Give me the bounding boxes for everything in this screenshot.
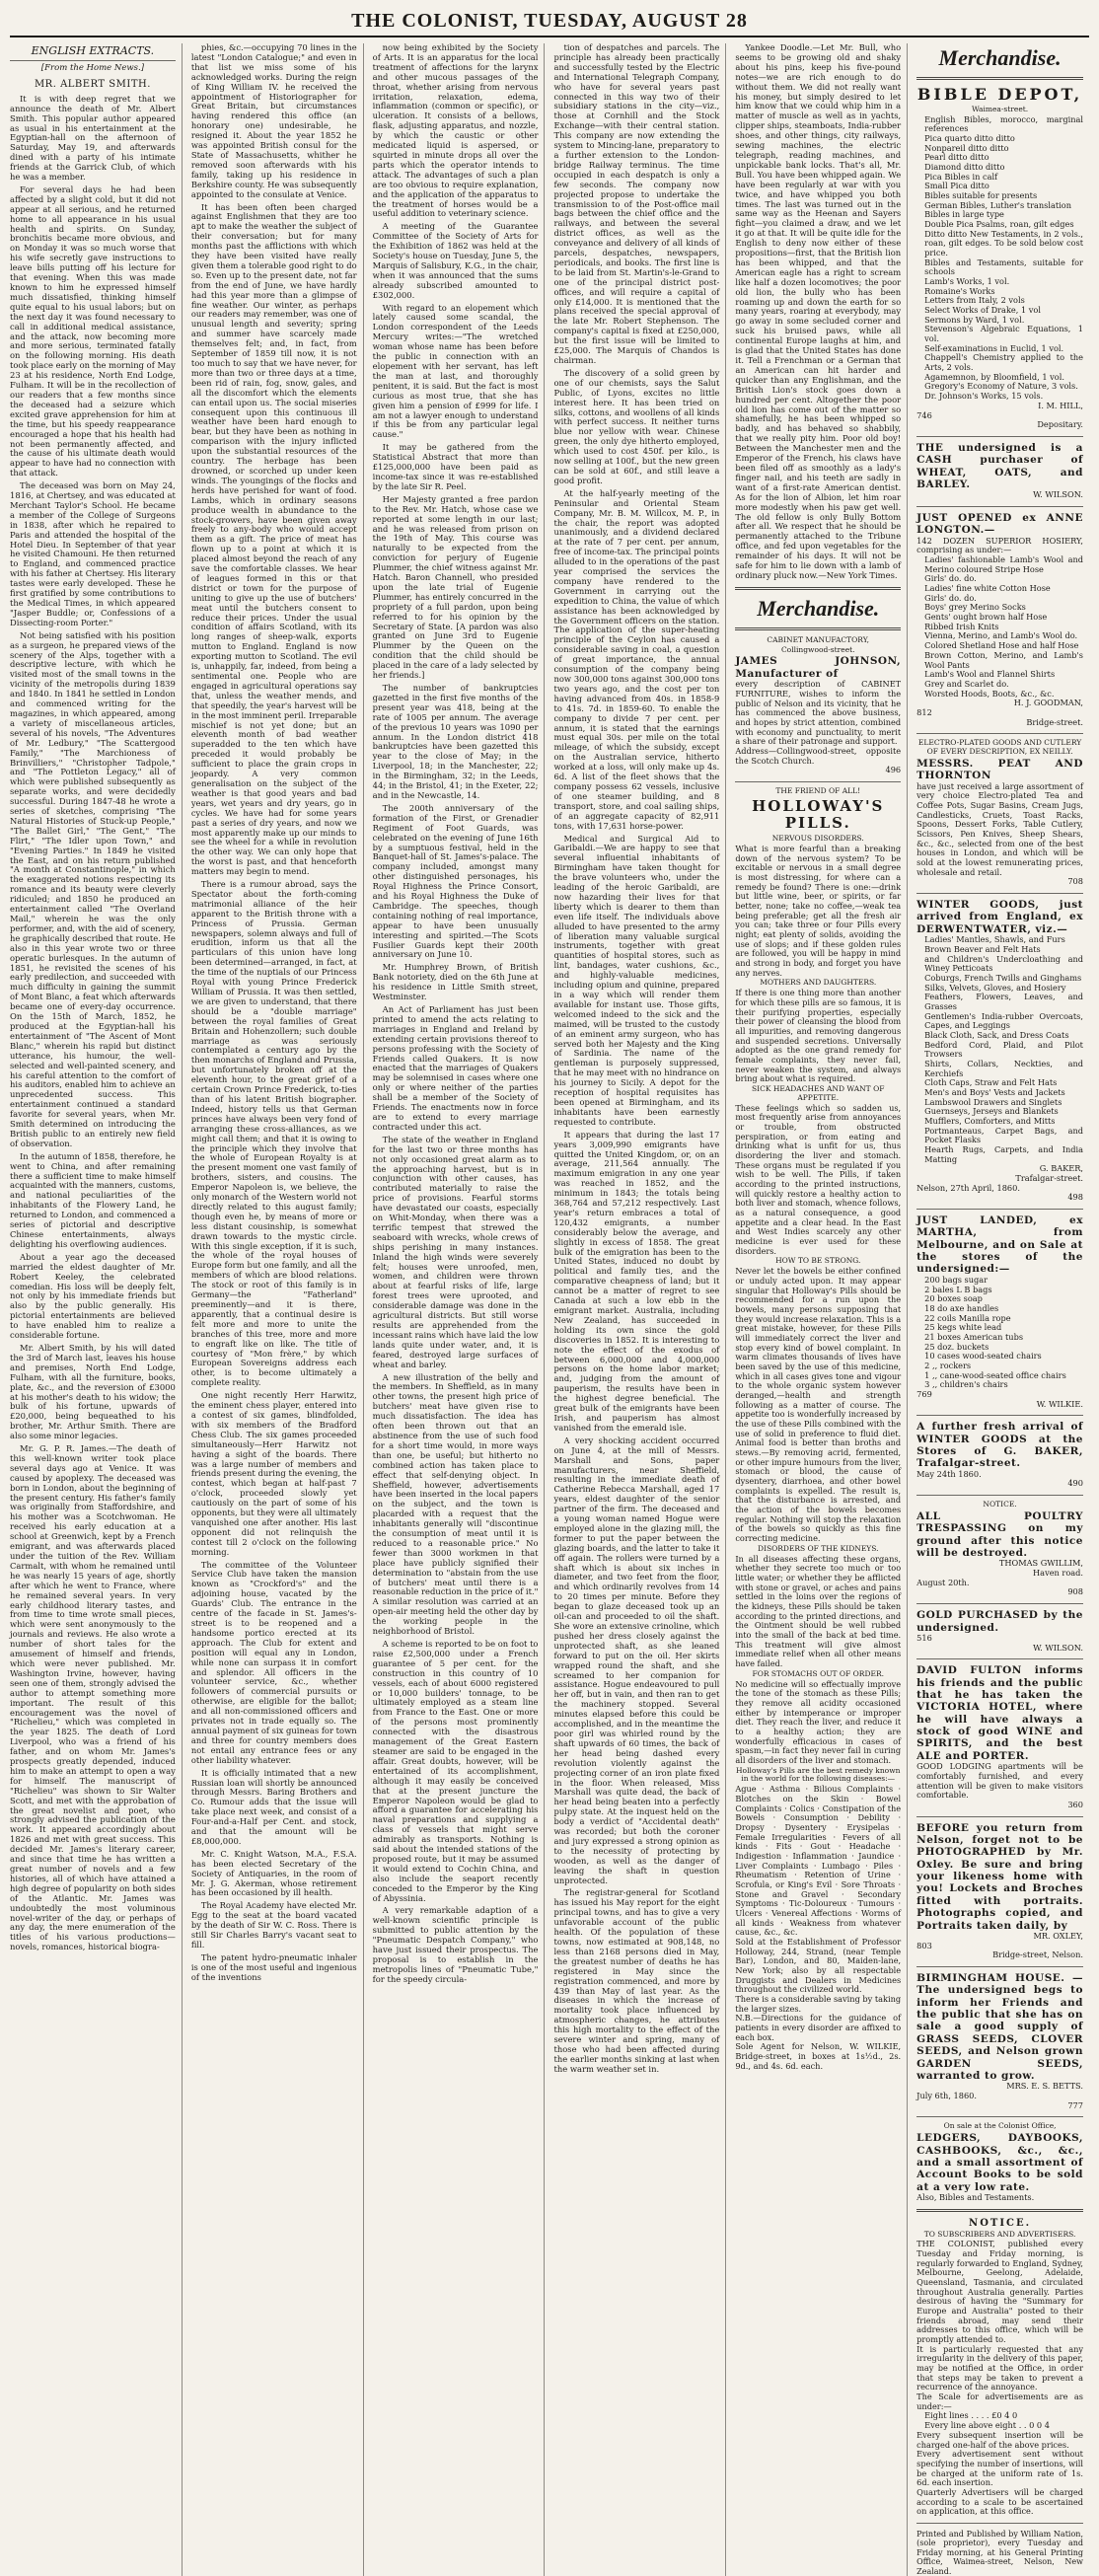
divider: [916, 2116, 1083, 2117]
ad-head: CABINET MANUFACTORY,: [767, 634, 870, 644]
paragraph: It appears that during the last 17 years 3,009,990 emigrants have quitted the United Kingdom, or, on an average, 211,564 annually. The maximum emigration in any one year was reached in 1852, and the minimum in 1843; the totals being 368,764 and 57,212 respectively. Last year's return embraces a total of 120,432 emigrants, a number considerably below the average, and slightly in excess of 1858. The great bulk of the emigration has been to the United States, induced no doubt by political and family ties, and the comparative cheapness of land; but it cannot be a matter of regret to see Canada at such a low ebb in the emigrant market. Australia, including New Zealand, has succeeded in holding its own since the gold discoveries in 1852. It is interesting to note the effect of the exodus of between 6,000,000 and 4,000,000 persons on the home labor market; and, judging from the amount of pauperism, the results have been in the highest degree beneficial. The great bulk of the emigrants have been Irish, and pauperism has almost vanished from the emerald isle.: [553, 1129, 720, 1433]
list-item: Bibles suitable for presents: [924, 190, 1038, 201]
paragraph: A new illustration of the belly and the members. In Sheffield, as in many other towns, the present high price of butchers' meat have given rise to much dissatisfaction. The idea has often been thrown out that an abstinence from the use of such food for a short time would, in more ways than one, be useful; but hitherto no combined action has taken place to effect that self-denying object. In Sheffield, however, advertisements have been inserted in the local papers on the subject, and the town is placarded with a request that the inhabitants generally will "discontinue the consumption of meat until it is reduced to a reasonable price." No fewer than 3000 workmen in that place have publicly signified their determination to "abstain from the use of butchers' meat until there is a reasonable reduction in the price of it." A similar resolution was carried at an open-air meeting held the other day by the working people in the neighborhood of Bristol.: [372, 1371, 539, 1637]
cash-ad: [916, 442, 1083, 500]
ad-text: Quarterly Advertisers will be charged according to a scale to be ascertained on application, at this office.: [916, 2486, 1083, 2517]
winter-goods-ad: [916, 899, 1083, 1203]
ad-text: In all diseases affecting these organs, whether they secrete too much or too little water; or whether they be afflicted with stone or gravel, or aches and pains settled in the loins over the regions of the kidneys, these Pills should be taken according to the printed directions, and the Ointment should be well rubbed into the small of the back at bed time. This treatment will give almost immediate relief when all other means have failed.: [735, 1553, 902, 1668]
paragraph: A scheme is reported to be on foot to raise £2,500,000 under a French guarantee of 5 per cent. for the construction in this country of 10 vessels, each of about 6000 registered or 10,000 builders' tonnage, to be ultimately employed as a steam line from France to the East. One or more of the persons most prominently connected with the disastrous management of the Great Eastern steamer are said to be engaged in the affair. Great doubts, however, will be entertained of its accomplishment, although it may easily be conceived that at the present juncture the Emperor Napoleon would be glad to afford a guarantee for accelerating his naval preparations and supplying a class of vessels that might serve admirably as transports. Nothing is said about the intended stations of the proposed route, but it may be assumed it would extend to Cochin China, and also include the seaport recently conceded to the Emperor by the King of Abyssinia.: [372, 1639, 539, 1903]
divider: [916, 1603, 1083, 1604]
ad-subhead: Holloway's Pills are the best remedy known in the world for the following diseases:—: [736, 1765, 901, 1784]
list-item: Ladies' fine white Cotton Hose: [924, 583, 1051, 594]
ad-street: Waimea-street.: [971, 104, 1029, 113]
advertisements-heading: Merchandise.: [757, 595, 880, 621]
paragraph: Not being satisfied with his position as a surgeon, he prepared views of the scenery of the Alps, together with a descriptive lecture, with which he visited most of the small towns in the vicinity of the metropolis during 1839 and 1840. In 1841 he settled in London and commenced writing for the magazines, in which appeared, among a variety of miscellaneous articles, several of his novels, "The Adventures of Mr. Ledbury," "The Scattergood Family," "The Marchioness of Brinvilliers," "Christopher Tadpole," and "The Pottleton Legacy," all of which were published subsequently as separate works, and were decidedly successful. During 1847-48 he wrote a series of sketches, comprising "The Natural Histories of Stuck-up People," "The Ballet Girl," "The Gent," "The Flirt," "The Idler upon Town," and "Evening Parties." In 1849 he visited the East, and on his return published "A month at Constantinople," in which the exaggerated notions respecting its romance and its beauty were cleverly ridiculed; and 1850 he produced an entertainment called "The Overland Mail," wherein he was the only performer, and, with the aid of scenery, he graphically described that route. He also in this year wrote two or three operatic burlesques. In the autumn of 1851, he revisited the scenes of his early predilection, and succeeded with much difficulty in gaining the summit of Mont Blanc, a feat which afterwards became one of every-day occurrence. On the 15th of March, 1852, he produced at the Egyptian-hall his entertainment of "The Ascent of Mont Blanc," wherein his rapid but distinct utterance, his humour, the well-selected and well-painted scenery, and his careful attention to the comfort of his auditors, enabled him to achieve an unprecedented success. This entertainment continued a standard favorite for several years, when Mr. Smith determined on introducing the British public to an entirely new field of observation.: [10, 629, 176, 1148]
list-item: Pearl ditto ditto: [924, 152, 989, 163]
paragraph: Mr. C. Knight Watson, M.A., F.S.A. has been elected Secretary of the Society of Antiquaries, in the room of Mr. J. G. Akerman, whose retirement has been occasioned by ill health.: [190, 1848, 357, 1898]
list-item: German Bibles, Luther's translation: [924, 199, 1071, 210]
ad-text: Sold at the Establishment of Professor Holloway, 244, Strand, (near Temple Bar), London, and 80, Maiden-lane, New York; also by all respectable Druggists and Dealers in Medicines throughout the civilized world.: [735, 1936, 902, 1995]
list-item: Agamemnon, by Bloomfield, 1 vol.: [924, 371, 1064, 382]
divider: [916, 1966, 1083, 1967]
ad-subhead: HOW TO BE STRONG.: [775, 1256, 861, 1266]
ad-number: 708: [1067, 876, 1083, 887]
list-item: Worsted Hoods, Boots, &c., &c.: [924, 688, 1055, 699]
list-item: 18 do axe handles: [924, 1302, 999, 1313]
column-2: [191, 43, 364, 2576]
ad-number: 777: [1067, 2099, 1083, 2110]
divider: [916, 1209, 1083, 1210]
divider: [916, 1415, 1083, 1416]
list-item: Gents' ought brown half Hose: [924, 612, 1048, 623]
ad-subhead: FOR STOMACHS OUT OF ORDER.: [752, 1668, 884, 1678]
list-item: Ditto ditto New Testaments, in 2 vols., roan, gilt edges. To be sold below cost price.: [924, 228, 1083, 258]
column-4: [553, 43, 726, 2576]
list-item: Mufflers, Comforters, and Mitts: [924, 1115, 1056, 1126]
column-3: [373, 43, 546, 2576]
ad-number: 812: [916, 706, 932, 717]
paragraph: A meeting of the Guarantee Committee of the Society of Arts for the Exhibition of 1862 was held at the Society's house on Tuesday, June 5, the Marquis of Salisbury, K.G., in the chair, when it was announced that the sums already subscribed amounted to £302,000.: [372, 221, 539, 300]
paragraph: Her Majesty granted a free pardon to the Rev. Mr. Hatch, whose case we reported at some length in our last; and he was released from prison on the 19th of May. This course was naturally to be expected from the conviction for perjury of Eugenie Plummer, the chief witness against Mr. Hatch. Baron Channell, who presided upon the late trial of Eugenie Plummer, has entirely concurred in the propriety of a full pardon, upon being referred to for his opinion by the Secretary of State. [A pardon was also granted on June 3rd to Eugenie Plummer by the Queen on the condition that the child should be placed in the care of a lady selected by her friends.]: [372, 493, 539, 681]
list-item: 3 ,, children's chairs: [924, 1379, 1008, 1390]
column-5: [735, 43, 908, 2576]
photographer-ad: [916, 1822, 1083, 1960]
list-item: Gregory's Economy of Nature, 3 vols.: [924, 381, 1078, 392]
list-item: Bedford Cord, Plaid, and Pilot Trowsers: [924, 1039, 1083, 1060]
cabinet-ad: [735, 636, 901, 775]
ad-diseases: Ague · Asthma · Bilious Complaints · Blotches on the Skin · Bowel Complaints · Colics · Constipation of the Bowels · Consumption · Debility · Dropsy · Dysentery · Erysipelas · Female Irregularities · Fevers of all kinds · Fits · Gout · Headache · Indigestion · Inflammation · Jaundice · Liver Complaints · Lumbago · Piles · Rheumatism · Retention of Urine · Scrofula, or King's Evil · Sore Throats · Stone and Gravel · Secondary Symptoms · Tic-Doloureux · Tumours · Ulcers · Venereal Affections · Worms of all kinds · Weakness from whatever cause, &c., &c.: [735, 1784, 902, 1938]
ad-signature: MR. OXLEY,: [1033, 1930, 1083, 1941]
ad-street: Trafalgar-street.: [1015, 1172, 1083, 1183]
ad-signature: W. WILKIE.: [1036, 1398, 1083, 1409]
ad-date: July 6th, 1860.: [916, 2091, 977, 2101]
list-item: Guernseys, Jerseys and Blankets: [924, 1106, 1059, 1117]
paragraph: In the autumn of 1858, therefore, he went to China, and after remaining there a sufficient time to make himself acquainted with the manners, customs, and national peculiarities of the inhabitants of the Flowery Land, he returned to London, and commenced a series of pictorial and descriptive Chinese entertainments, always delighting his overflowing audiences.: [10, 1150, 176, 1249]
list-item: Double Pica Psalms, roan, gilt edges: [924, 219, 1074, 230]
article-title: MR. ALBERT SMITH.: [34, 78, 151, 90]
ad-number: 498: [1067, 1192, 1083, 1203]
list-item: Gentlemen's India-rubber Overcoats, Capes, and Leggings: [924, 1010, 1083, 1031]
ad-head: NOTICE.: [983, 1500, 1017, 1509]
column-1: [10, 43, 183, 2576]
list-item: 10 cases wood-seated chairs: [924, 1351, 1042, 1362]
ad-text: Never let the bowels be either confined or unduly acted upon. It may appear singular that Holloway's Pills should be recommended for a run upon the bowels, many persons supposing that they would increase relaxation. This is a great mistake, however, for these Pills will immediately correct the liver and stop every kind of bowel complaint. In warm climates thousands of lives have been saved by the use of this medicine, which in all cases gives tone and vigour to the whole organic system however deranged,—health and strength following as a matter of course. The appetite too is wonderfully increased by the use of these Pills combined with the use of solid in preference to fluid diet. Animal food is better than broths and stews.—By removing acrid, fermented, or other impure humours from the liver, stomach or blood, the cause of dysentery, diarrhoea, and other bowel complaints is expelled. The result is, that the disturbance is arrested, and the action of the bowels becomes regular. Nothing will stop the relaxation of the bowels so quickly as this fine correcting medicine.: [735, 1266, 902, 1544]
ad-signature: THOMAS GWILLIM,: [998, 1558, 1083, 1569]
further-arrival-ad: [916, 1421, 1083, 1489]
list-item: 25 kegs white lead: [924, 1322, 1002, 1333]
list-item: Self-examinations in Euclid, 1 vol.: [924, 342, 1064, 353]
columns: [10, 37, 1089, 2576]
paragraph: About a year ago the deceased married the eldest daughter of Mr. Robert Keeley, the celebrated comedian. His loss will be deeply felt, not only by his immediate friends but also by the public generally. His pictorial entertainments are believed to have enabled him to realize a considerable fortune.: [10, 1251, 176, 1341]
paragraph: phies, &c.—occupying 70 lines in the latest "London Catalogue;" and even in that list we miss some of his acknowledged works. During the reign of King William IV. he received the appointment of Historiographer for Great Britain, but circumstances having rendered this office (an honorary one) undesirable, he resigned it. About the year 1852 he was appointed British consul for the State of Massachusetts, whither he removed soon afterwards with his family, taking up his residence in Berkshire county. He was subsequently appointed to the consulate at Venice.: [190, 42, 357, 199]
ad-street: Bridge-street, Nelson.: [992, 1950, 1083, 1960]
divider: [735, 627, 901, 630]
divider: [916, 1658, 1083, 1659]
ad-body: 142 DOZEN SUPERIOR HOSIERY, comprising as under:—: [916, 535, 1083, 555]
paragraph: The deceased was born on May 24, 1816, at Chertsey, and was educated at Merchant Taylor's School. He became a member of the College of Surgeons in 1838, after which he repaired to Paris and attended the hospital of the Hotel Dieu. In September of that year he visited Chamouni. He then returned to England, and commenced practice with his father at Chertsey. His literary tastes were early developed. These he first gratified by some contributions to the Medical Times, in which appeared "Jasper Buddle; or, Confessions of a Dissecting-room Porter.": [10, 480, 176, 627]
ad-post: Also, Bibles and Testaments.: [916, 2192, 1035, 2203]
ad-text: DAVID FULTON informs his friends and the public that he has taken the VICTORIA HOTEL, where he will have always a stock of good WINE and SPIRITS, and the best ALE and PORTER.: [916, 1664, 1083, 1762]
ad-number: 360: [1067, 1799, 1083, 1809]
ad-signature-title: Depositary.: [1037, 419, 1083, 430]
list-item: 200 bags sugar: [924, 1274, 989, 1285]
fulton-ad: [916, 1664, 1083, 1809]
ad-title: HOLLOWAY'S PILLS.: [752, 796, 885, 833]
ad-subhead: DISORDERS OF THE KIDNEYS.: [757, 1543, 879, 1553]
list-item: Girls' do. do.: [924, 573, 977, 584]
ad-number: 746: [916, 409, 932, 420]
ad-date: August 20th.: [916, 1577, 970, 1587]
holloway-ad: [735, 787, 901, 2071]
ad-text: THE COLONIST, published every Tuesday and Friday morning, is regularly forwarded to England, Sydney, Melbourne, Geelong, Adelaide, Queensland, Tasmania, and circulated throughout Australia generally. Parties desirous of having the "Summary for Europe and Australia" posted to their friends abroad, may send their addresses to this office, which will be promptly attended to.: [916, 2239, 1083, 2345]
list-item: Diamond ditto ditto: [924, 162, 1005, 173]
bible-depot-ad: [916, 86, 1083, 430]
paragraph: The Royal Academy have elected Mr. Egg to the seat at the board vacated by the death of Sir W. C. Ross. There is still Sir Charles Barry's vacant seat to fill.: [190, 1900, 357, 1950]
ad-text: These feelings which so sadden us, most frequently arise from annoyances or trouble, from obstructed perspiration, or from eating and drinking what is unfit for us, thus disordering the liver and stomach. These organs must be regulated if you wish to be well. The Pills, if taken according to the printed instructions, will quickly restore a healthy action to both liver and stomach, whence follows, as a natural consequence, a good appetite and a clear head. In the East and West Indies scarcely any other medicine is ever used for these disorders.: [735, 1102, 902, 1256]
paragraph: A very remarkable adaption of a well-known scientific principle is submitted to public attention by the "Pneumatic Despatch Company," who have just issued their prospectus. The proposal is to establish in the metropolis lines of "Pneumatic Tube," for the speedy circula-: [372, 1905, 539, 1984]
ad-head: WINTER GOODS, just arrived from England, ex DERWENTWATER, viz.—: [916, 899, 1083, 935]
ad-text: BIRMINGHAM HOUSE. — The undersigned begs to inform her Friends and the public that she has on sale a good supply of GRASS SEEDS, CLOVER SEEDS, and Nelson grown GARDEN SEEDS, warranted to grow.: [916, 1971, 1083, 2082]
ad-name: JAMES JOHNSON, Manufacturer of: [735, 655, 902, 680]
list-item: Hearth Rugs, Carpets, and India Matting: [924, 1143, 1083, 1164]
ad-date: Nelson, 27th April, 1860.: [916, 1182, 1020, 1193]
gold-ad: [916, 1609, 1083, 1653]
paragraph: It has been often been charged against Englishmen that they are too apt to make the weather the subject of their conversation; but for many months past the afflictions with which they have been visited have really given them a tolerable good right to do so. Even up to the present date, not far from the end of June, we have hardly had this year more than a glimpse of fine weather. Our winter, as perhaps our readers may remember, was one of unusual length and severity; spring and summer have scarcely made themselves felt; and, in fact, from September of 1859 till now, it is not too much to say that we have never, for more than two or three days at a time, been rid of rain, fog, snow, gales, and all the discomfort which the elements can entail upon us. The social miseries consequent upon this continuous ill weather have been hard enough to bear, but they have been as nothing in comparison with the injury inflicted upon the substantial resources of the country. The herbage has been drowned, or scorched up under keen winds. The youngings of the flocks and herds have perished for want of food. Lambs, which in ordinary seasons produce wealth in abundance to the stock-growers, have been given away freely to any-body who would accept them as a gift. The price of meat has flown up to a point at which it is placed almost beyond the reach of any save the comfortable classes. We hear of leagues formed in this or that district or town for the purpose of uniting to give up the use of butchers' meat until the butchers consent to reduce their prices. Under the usual condition of affairs Scotland, with its long ranges of sheep-walk, exports mutton to England. England is now exporting mutton to Scotland. The evil is, unhappily, far, indeed, from being a sentimental one. People who are engaged in agricultural operations say that, unless the weather mends, and that speedily, the year's harvest will be in the most imminent peril. Irreparable mischief is not yet done; but an eleventh month of bad weather superadded to the ten which have preceded it would probably be sufficient to place the grain crops in jeopardy. A very common generalisation on the subject of the weather is that good years and bad years, wet years and dry years, go in cycles. We have had for some years past a series of dry years, and now we most apparently make up our minds to see the wheel for a while in revolution the other way. We can only hope that the worst is past, and that henceforth matters may begin to mend.: [190, 201, 357, 877]
list-item: and Children's Undercloathing and Winey Petticoats: [924, 953, 1083, 974]
section-subheading: [From the Home News.]: [40, 62, 145, 73]
paragraph: A very shocking accident occurred on June 4, at the mill of Messrs. Marshall and Sons, paper manufacturers, near Sheffield, resulting in the immediate death of Catherine Rebecca Marshall, aged 17 years, eldest daughter of the senior partner of the firm. The deceased and a young woman named Hogue were employed alone in the glazing mill, the former to put the paper between the glazing boards, and the latter to take it off again. The rollers were turned by a shaft which is about six inches in diameter, and two feet from the floor, and which ordinarily revolves from 14 to 20 times per minute. Before they began to glaze deceased took up an oil-can and proceeded to oil the shaft. She wore an extensive crinoline, which pushed her dress closely against the unprotected shaft, as she leaned forward to put on the oil. Her skirts wrapped round the shaft, and she screamed to her companion for assistance. Hogue endeavoured to pull her off, but in vain, and then ran to get the machinery stopped. Several minutes elapsed before this could be accomplished, and in the meantime the poor girl was whirled round by the shaft upwards of 60 times, the back of her head being dashed every revolution violently against the projecting corner of an iron plate fixed in the floor. When released, Miss Marshall was quite dead, the back of her head being beaten into a perfectly pulpy state. At the inquest held on the body a verdict of "Accidental death" was recorded; but both the coroner and jury expressed a strong opinion as to the necessity of protecting by wooden, as well as the danger of leaving the shaft in question unprotected.: [553, 1435, 720, 1885]
rate-line: Every line above eight . . 0 0 4: [924, 2420, 1050, 2431]
martha-ad: [916, 1214, 1083, 1409]
list-item: Portmanteaus, Carpet Bags, and Pocket Flasks: [924, 1125, 1083, 1145]
paragraph: With regard to an elopement which lately caused some scandal, the London correspondent of the Leeds Mercury writes:—"The wretched woman whose name has been before the public in connection with an elopement with her servant, has left the man at last, and thoroughly penitent, it is said. But the fact is most curious as most true, that she has given him a pension of £999 for life. I am not a lawyer enough to understand if this be from any particular legal cause.": [372, 302, 539, 440]
paragraph: The number of bankruptcies gazetted in the first five months of the present year was 418, being at the rate of 1005 per annum. The average of the previous 10 years was 1090 per annum. In the London district 418 bankruptcies have been gazetted this year to the close of May; in the Liverpool, 18; in the Manchester, 22; in the Birmingham, 32; in the Leeds, 44; in the Bristol, 41; in the Exeter, 22; and in the Newcastle, 14.: [372, 683, 539, 800]
list-item: Brown Cotton, Merino, and Lamb's Wool Pants: [924, 649, 1083, 670]
paragraph: It may be gathered from the Statistical Abstract that more than £125,000,000 have been paid as income-tax since it was re-established by the late Sir R. Peel.: [372, 442, 539, 491]
list-item: Pica quarto ditto ditto: [924, 133, 1015, 144]
paragraph: It is with deep regret that we announce the death of Mr. Albert Smith. This popular author appeared as usual in his entertainment at the Egyptian-hall on the afternoon of Saturday, May 19, and afterwards dined with a party of his intimate friends at the Garrick Club, of which he was a member.: [10, 93, 176, 183]
ad-text: N.B.—Directions for the guidance of patients in every disorder are affixed to each box.: [735, 2013, 902, 2042]
list-item: Pica Bibles in calf: [924, 171, 998, 182]
list-item: Brown Beaver and Felt Hats: [924, 943, 1041, 954]
ad-signature: W. WILSON.: [1033, 1642, 1083, 1653]
list-item: Vienna, Merino, and Lamb's Wool do.: [924, 630, 1078, 641]
ad-signature: W. WILSON.: [1033, 489, 1083, 500]
list-item: Ladies' fashionable Lamb's Wool and Merino coloured Stripe Hose: [924, 554, 1083, 574]
list-item: 22 coils Manilla rope: [924, 1312, 1011, 1323]
divider: [916, 2209, 1083, 2212]
ad-tagline: THE FRIEND OF ALL!: [775, 785, 861, 795]
list-item: Sermons by Ward, 1 vol.: [924, 314, 1025, 325]
list-item: Black Cloth, Sack, and Dress Coats: [924, 1029, 1069, 1040]
list-item: Small Pica ditto: [924, 181, 989, 191]
list-item: Men's and Boys' Vests and Jackets: [924, 1086, 1065, 1097]
divider: [916, 1495, 1083, 1496]
list-item: English Bibles, morocco, marginal references: [924, 113, 1083, 134]
divider: [735, 781, 901, 782]
paragraph: The discovery of a solid green by one of our chemists, says the Salut Public, of Lyons, excites no little interest here. It has been tried on silks, cottons, and woollens of all kinds with perfect success. It neither turns blue nor yellow with wear. Chinese green, the only dye hitherto employed, which used to cost 450f. per kilo., is now selling at 100f., but the new green can be sold at 60f., and still leave a good profit.: [553, 367, 720, 485]
imprint: Printed and Published by William Nation, (sole proprietor), every Tuesday and Friday morning, at his General Printing Office, Waimea-street, Nelson, New Zealand.: [916, 2529, 1083, 2576]
ad-number: 496: [885, 765, 902, 775]
subscribers-notice: [916, 2218, 1083, 2517]
ad-text: GOLD PURCHASED by the undersigned.: [916, 1609, 1083, 1634]
ad-title: BIBLE DEPOT,: [916, 84, 1083, 104]
masthead-title: THE COLONIST, TUESDAY, AUGUST 28: [351, 10, 748, 32]
divider: [916, 506, 1083, 507]
hosiery-ad: [916, 512, 1083, 727]
advertisements-heading: Merchandise.: [938, 45, 1062, 70]
ad-text: A further fresh arrival of WINTER GOODS at the Stores of G. BAKER, Trafalgar-street.: [916, 1421, 1083, 1470]
list-item: Romaine's Works: [924, 285, 995, 296]
list-item: Lamb's Wool and Flannel Shirts: [924, 669, 1056, 680]
ad-name: MESSRS. PEAT AND THORNTON: [916, 757, 1083, 782]
ad-text: If there is one thing more than another for which these pills are so famous, it is their purifying properties, especially their power of cleansing the blood from all impurities, and removing dangerous and suspended secretions. Universally adopted as the one grand remedy for female complaints, they never fail, never weaken the system, and always bring about what is required.: [735, 988, 902, 1084]
ad-signature: H. J. GOODMAN,: [1013, 698, 1083, 708]
poultry-notice: [916, 1501, 1083, 1597]
list-item: Colored Shetland Hose and half Hose: [924, 640, 1079, 651]
column-6: [916, 43, 1089, 2576]
ad-street: Bridge-street.: [1026, 716, 1083, 727]
ad-text: ALL POULTRY TRESPASSING on my ground after this notice will be destroyed.: [916, 1509, 1083, 1560]
list-item: Lambswool Drawers and Singlets: [924, 1096, 1062, 1107]
list-item: 2 bales L B bags: [924, 1284, 992, 1294]
list-item: Dr. Johnson's Works, 15 vols.: [924, 391, 1044, 402]
ad-text: Every advertisement sent without specifying the number of insertions, will be charged at the uniform rate of 1s. 6d. each insertion.: [916, 2449, 1083, 2488]
paragraph: Mr. G. P. R. James.—The death of this well-known writer took place several days ago at Venice. It was caused by apoplexy. The deceased was born in London, about the beginning of the present century. His father's family was originally from Staffordshire, and his mother was a Scotchwoman. He received his early education at a school at Greenwich, kept by a French emigrant, and was afterwards placed under the tuition of the Rev. William Carmalt, with whom he remained until he was nearly 15 years of age, shortly after which he went to France, where he remained several years. In very early childhood literary tastes, and from time to time wrote small pieces, which were sent anonymously to the journals and reviews. He also wrote a number of short tales for the amusement of himself and friends, which were never published. Mr. Washington Irvine, however, having seen one of them, strongly advised the author to attempt something more important. The result of this encouragement was the novel of "Richelieu," which was completed in the year 1825. The death of Lord Liverpool, who was a friend of his father, and on whom Mr. James's prospects greatly depended, induced him to make an attempt to open a way for himself. The manuscript of "Richelieu" was shown to Sir Walter Scott, and met with the approbation of the great novelist and poet, who strongly advised the publication of the work. It appeared accordingly about 1826 and met with great success. This decided Mr. James's literary career, and since that time he has written a great number of novels and a few histories, all of which have attained a high degree of popularity on both sides of the Atlantic. Mr. James was undoubtedly the most voluminous novel-writer of the day, or perhaps of any day, the mere enumeration of the titles of his various productions—novels, romances, historical biogra-: [10, 1443, 176, 1952]
ad-text: GOOD LODGING apartments will be comfortably furnished, and every attention will be given to make visitors comfortable.: [916, 1761, 1083, 1801]
list-item: Chappell's Chemistry applied to the Arts, 2 vols.: [924, 352, 1083, 373]
list-item: Feathers, Flowers, Leaves, and Grasses: [924, 992, 1083, 1011]
ad-head: ELECTRO-PLATED GOODS AND CUTLERY OF EVERY DESCRIPTION, EX NEILLY.: [917, 738, 1082, 757]
ad-number: 490: [1067, 1478, 1083, 1489]
ad-text: No medicine will so effectually improve the tone of the stomach as these Pills; they remove all acidity occasioned either by intemperance or improper diet. They reach the liver, and reduce it to a healthy action; they are wonderfully efficacious in cases of spasm,—in fact they never fail in curing all disorders of the liver and stomach.: [735, 1678, 902, 1765]
divider: [916, 733, 1083, 734]
list-item: Letters from Italy, 2 vols: [924, 295, 1025, 306]
ad-pre: On sale at the Colonist Office,: [943, 2121, 1057, 2131]
ad-date: May 24th 1860.: [916, 1468, 982, 1479]
ad-number: 516: [916, 1632, 932, 1643]
paragraph: Yankee Doodle.—Let Mr. Bull, who seems to be growing old and shaky about his pins, keep his five-pound notes—we are rich enough to do without them. We did not really want his money, but simply desired to let him know that we could whip him in a matter of muscle as well as in yachts, clipper ships, steamboats, India-rubber shoes, and other things, city railways, sewing machines, the electric telegraph, reading machines, and unpickable bank locks. That's all, Mr. Bull. You have been whipped again. We have been regularly at war with you twice, and have whipped you both times. The last was turned out in the same way as the Heenan and Sayers fight—you claimed a draw, and we let it go at that. It will be quite idle for the English to deny now either of these propositions—first, that the British lion has been whipped, and that the American eagle has a right to scream like half a dozen locomotives; the poor old lion, the bully who has been roaming up and down the earth for so many years, roaring at everybody, may go away in some secluded corner and suck his bruised paws, while all continental Europe laughs at him, and is glad that the United States has done it. Tell a Frenchman or a German that an American can hit harder and quicker than any Englishman, and the British Lion's stock goes down a hundred per cent. Altogether the poor old lion has come out of the matter so shamefully, he has been whipped so badly, and has behaved so shabbily, that we really pity him. Poor old boy! Between the Manchester men and the Emperor of the French, his claws have been filed off as smoothly as a lady's finger nail, and his teeth are sadly in want of a first-rate American dentist. As for the lion of Albion, let him roar more modestly when his paw get well. The old fellow is only Bully Bottom after all. We respect that he should be permanently attached to the Tribune office, and fed upon vegetables for the remainder of his days. It will not be safe for him to lie down with a lamb of ordinary pluck now.—New York Times.: [735, 42, 902, 580]
paragraph: Medical and Surgical Aid to Garibaldi.—We are happy to see that several influential inhabitants of Birmingham have taken thought for the brave volunteers who, under the leading of the heroic Garibaldi, are now hazarding their lives for that liberty which is dearer to them than even life itself. The individuals above alluded to have presented to the army of liberation many valuable surgical instruments, together with great quantities of hospital stores, such as lint, bandages, water cushions, &c., and highly-valuable medicines, including opium and quinine, prepared in a way which will render them available for instant use. Those gifts, welcomed indeed to the sick and the maimed, will be trusted to the custody of an eminent army surgeon, who has served both her Majesty and the King of Sardinia. The name of the gentleman is purposely suppressed, that he may meet with no hindrance on his journey to Sicily. A depot for the reception of hospital requisites has been opened at Birmingham, and its inhabitants have been earnestly requested to contribute.: [553, 833, 720, 1127]
divider: [916, 893, 1083, 894]
list-item: Silks, Velvets, Gloves, and Hosiery: [924, 982, 1066, 993]
ad-signature: G. BAKER,: [1039, 1163, 1083, 1174]
ad-text: LEDGERS, DAYBOOKS, CASHBOOKS, &c., &c., and a small assortment of Account Books to be sold at a very low rate.: [916, 2132, 1083, 2193]
masthead: [10, 6, 1089, 37]
list-item: Nonpareil ditto ditto: [924, 142, 1009, 153]
ad-text: The Scale for advertisements are as under:—: [916, 2392, 1083, 2411]
paragraph: The state of the weather in England for the last two or three months has not only occasioned great alarm as to the approaching harvest, but is in conjunction with other causes, has contributed materially to raise the price of provisions. Fearful storms have devastated our coasts, especially on Whit-Monday, when there was a terrific tempest that strewed the seaboard with wrecks, whole crews of ships perishing in many instances. Inland the high winds were severely felt; houses were unroofed, men, women, and children were thrown about at fearful risks of life, large forest trees were uprooted, and considerable damage was done in the agricultural districts. But still worse results are apprehended from the incessant rains which have laid the low lands quite under water, and, it is feared, destroyed large surfaces of wheat and barley.: [372, 1134, 539, 1369]
divider: [916, 2523, 1083, 2524]
ad-text: There is a considerable saving by taking the larger sizes.: [735, 1994, 902, 2014]
ad-place: Haven road.: [1033, 1568, 1083, 1579]
paragraph: For several days he had been affected by a slight cold, but it did not appear at all serious, and he returned home to all appearance in his usual health and spirits. On Sunday, bronchitis became more obvious, and on Monday it was so much worse that his wife secretly gave instructions to leave bills putting off his lecture for that evening. When this was made known to him he expressed himself much dissatisfied, thinking himself quite equal to his usual labors; but on the next day it was found necessary to call in additional medical assistance, and the attack, now becoming more and more serious, terminated fatally on the following morning. His death took place early on the morning of May 23 at his residence, North End Lodge, Fulham. It will be in the recollection of our readers that a few months since the deceased had a seizure which excited grave apprehension for him at the time, but his speedy reappearance encouraged a hope that his health had not been permanently affected, and the cause of his ultimate death would appear to have had no connection with that attack.: [10, 184, 176, 478]
list-item: 1 ,, cane-wood-seated office chairs: [924, 1369, 1066, 1380]
ad-text: It is particularly requested that any irregularity in the delivery of this paper, may be notified at the Office, in order that steps may be taken to prevent a recurrence of the annoyance.: [916, 2343, 1083, 2392]
ad-text: What is more fearful than a breaking down of the nervous system? To be excitable or nervous in a small degree is most distressing, for where can a remedy be found? There is one:—drink but little wine, beer, or spirits, or far better, none; take no coffee,—weak tea being preferable; get all the fresh air you can; take three or four Pills every night; eat plenty of solids, avoiding the use of slops; and if these golden rules are followed, you will be happy in mind and strong in body, and forget you have any nerves.: [735, 844, 902, 978]
ad-subhead: SICK HEADACHES AND WANT OF APPETITE.: [752, 1083, 885, 1102]
list-item: Lamb's Works, 1 vol.: [924, 276, 1010, 287]
list-item: Boys' grey Merino Socks: [924, 602, 1026, 613]
list-item: Stevenson's Algebraic Equations, 1 vol.: [924, 324, 1083, 344]
list-item: Bibles and Testaments, suitable for schools: [924, 257, 1083, 277]
list-item: Select Works of Drake, 1 vol: [924, 305, 1041, 316]
ad-body: have just received a large assortment of very choice Electro-plated Tea and Coffee Pots, Sugar Basins, Cream Jugs, Candlesticks, Cruets, Toast Racks, Spoons, Dessert Forks, Table Cutlery, Scissors, Pen Knives, Sheep Shears, &c., &c., selected from one of the best houses in London, and which will be sold at the lowest remunerating prices, wholesale and retail.: [916, 780, 1083, 877]
divider: [916, 77, 1083, 80]
ad-text: Every subsequent insertion will be charged one-half of the above prices.: [916, 2429, 1083, 2450]
ad-subhead: NERVOUS DISORDERS.: [771, 834, 864, 844]
ad-number: 908: [1067, 1586, 1083, 1597]
ad-signature: I. M. HILL,: [1038, 400, 1083, 410]
list-item: 21 boxes American tubs: [924, 1331, 1024, 1342]
list-item: Shirts, Collars, Neckties, and Kerchiefs: [924, 1058, 1083, 1078]
paragraph: tion of despatches and parcels. The principle has already been practically and successfully tested by the Electric and International Telegraph Company, who have for several years past connected in this way two of their subsidiary stations in the city—viz., those at Cornhill and the Stock Exchange—with their central station. This company are now extending the system to Mincing-lane, preparatory to a further extension to the London-bridge Railway terminus. The time occupied in each despatch is only a few seconds. The company now projected propose to undertake the transmission to of the Post-office mail bags between the chief office and the railways, and between the several district offices, as well as the conveyance and delivery of all kinds of parcels, despatches, newspapers, periodicals, and books. The first line is to be laid from St. Martin's-le-Grand to one of the principal district post-offices, and will require a capital of only £14,000. It is mentioned that the plans received the special approval of the late Mr. Robert Stephenson. The company's capital is fixed at £250,000, but the first issue will be limited to £25,000. The Marquis of Chandos is chairman.: [553, 42, 720, 365]
ad-body: every description of CABINET FURNITURE, wishes to inform the public of Nelson and its vicinity, that he has commenced the above business, and hopes by strict attention, combined with economy and punctuality, to merit a share of their patronage and support.: [735, 679, 902, 747]
paragraph: The registrar-general for Scotland has issued his May report for the eight principal towns, and has to give a very unfavorable account of the public health. Of the population of these towns, now estimated at 908,148, no less than 2168 persons died in May, the greatest number of deaths he has registered in May since the registration commenced, and more by 439 than May of last year. As the diseases in which the increase of mortality took place influenced by atmospheric changes, he attributes this high mortality to the effect of the severe winter and spring, many of those who had been affected during the earlier months sinking at last when the warm weather set in.: [553, 1887, 720, 2074]
paragraph: The patent hydro-pneumatic inhaler is one of the most useful and ingenious of the inventions: [190, 1951, 357, 1982]
list-item: 20 boxes soap: [924, 1293, 983, 1304]
ad-head: JUST LANDED, ex MARTHA, from Melbourne, and on Sale at the stores of the undersigned:—: [916, 1214, 1083, 1276]
ad-head: JUST OPENED ex ANNE LONGTON.—: [916, 512, 1083, 537]
paragraph: now being exhibited by the Society of Arts. It is an apparatus for the local treatment of affections for the larynx and other mucous passages of the throat, whether arising from nervous irritation, relaxation, edema, inflammation (common or specific), or ulceration. It consists of a bellows, flask, adjusting apparatus, and nozzle, by which the caustic or other medicated liquid is aspersed, or squirted in minute drops all over the parts which the operator intends to attack. The advantages of such a plan are too obvious to require explanation, and the application of the apparatus to the treatment of horses would be a useful addition to veterinary science.: [372, 42, 539, 219]
birmingham-house-ad: [916, 1972, 1083, 2110]
list-item: 2 ,, rockers: [924, 1360, 972, 1370]
list-item: Ribbed Irish Knits: [924, 621, 999, 631]
ad-subhead: MOTHERS AND DAUGHTERS.: [760, 978, 877, 988]
paragraph: One night recently Herr Harwitz, the eminent chess player, entered into a contest of six games, blindfolded, with six members of the Bradford Chess Club. The six games proceeded simultaneously—Herr Harwitz not having a sight of the boards. There was a large number of members and friends present during the evening, the contest, which began at half-past 7 o'clock, proceeded slowly yet cautiously on the part of some of his opponents, but they were all ultimately vanquished one after another. His last opponent did not relinquish the contest till 2 o'clock on the following morning.: [190, 1390, 357, 1557]
paragraph: At the half-yearly meeting of the Peninsular and Oriental Steam Company, Mr. B. M. Willcox, M. P., in the chair, the report was adopted unanimously, and a dividend declared at the rate of 7 per cent. per annum, free of income-tax. The principal points alluded to in the operations of the past year comprised the services the company have rendered to the Government in carrying out the expedition to China, the value of which assistance has been acknowledged by the Government officers on the station. The application of the super-heating principle of the Ceylon has caused a considerable saving in coal, a question of great importance, the annual consumption of the company being now 300,000 tons against 300,000 tons two years ago, and the cost per ton having advanced from 40s. in 1858-9 to 41s. 7d. in 1859-60. To enable the company to divide 7 per cent. per annum, it is stated that the earnings must equal 30s. per mile on the total mileage, of which the subsidy, except on the Australian service, hitherto worked at a loss, will only make up 4s. 6d. A list of the fleet shows that the company possess 62 vessels, inclusive of one steamer building, and 8 transport, store, and coal sailing ships, of an aggregate capacity of 82,911 tons, with 17,631 horse-power.: [553, 487, 720, 831]
divider: [735, 587, 901, 590]
paragraph: An Act of Parliament has just been printed to amend the acts relating to marriages in England and Ireland by extending certain provisions thereof to persons professing with the Society of Friends called Quakers. It is now enacted that the marriages of Quakers may be solemnised in cases where one only or where neither of the parties shall be a member of the Society of Friends. The enactments now in force are to extend to every marriage contracted under this act.: [372, 1004, 539, 1132]
list-item: Cloth Caps, Straw and Felt Hats: [924, 1077, 1058, 1088]
ad-subhead: TO SUBSCRIBERS AND ADVERTISERS.: [923, 2229, 1076, 2239]
ad-street: Collingwood-street.: [780, 644, 855, 654]
list-item: Bibles in large type: [924, 209, 1004, 220]
section-heading: ENGLISH EXTRACTS.: [10, 45, 176, 61]
paragraph: The committee of the Volunteer Service Club have taken the mansion known as "Crockford's" and the adjoining house, vacated by the Guards' Club. The entrance in the centre of the facade in St. James's-street is to be reopened and a handsome portico erected at its approach. The Club for extent and position will equal any in London, while none can surpass it in comfort and splendor. All officers in the volunteer service, &c., whether followers of commercial pursuits or otherwise, are eligible for the ballot; and all non-commissioned officers and privates not in trade equally so. The annual payment of six guineas for town and three for country members does not entail any entrance fees or any other liability whatever.: [190, 1559, 357, 1765]
paragraph: Mr. Humphrey Brown, of British Bank notoriety, died on the 6th June at his residence in Little Smith street, Westminster.: [372, 962, 539, 1002]
paragraph: Mr. Albert Smith, by his will dated the 3rd of March last, leaves his house and premises, North End Lodge, Fulham, with all the furniture, books, plate, &c., and the reversion of £3000 at his mother's death to his widow; the bulk of his fortune, upwards of £20,000, being bequeathed to his brother, Mr. Arthur Smith. There are also some minor legacies.: [10, 1342, 176, 1441]
ad-text: Sole Agent for Nelson, W. WILKIE, Bridge-street, in boxes at 1s½d., 2s. 9d., and 4s. 6d. each.: [735, 2041, 902, 2071]
paragraph: There is a rumour abroad, says the Spectator about the forth-coming matrimonial alliance of the heir apparent to the British throne with a Princess of Prussia. German newspapers, solemn always and full of erudition, inform us that all the particulars of this union have long been determined—arranged, in fact, at the time of the nuptials of our Princess Royal with young Prince Frederick William of Prussia. It was then settled, we are given to understand, that there should be a "double marriage" between the royal families of Great Britain and Hohenzollern; such double marriage as was seriously contemplated a century ago by the then monarchs of England and Prussia, but unfortunately broken off at the eleventh hour, to the great grief of a certain Crown Prince Frederick, to-ties than of his latent British biographer. Indeed, history tells us that German princes have always been very fond of arranging these cross-alliances, as we might call them; and that it is owing to the principle which they involve that the whole of European Royalty is at the present moment one vast family of brothers, sisters, and cousins. The Emperor Napoleon is, we believe, the only monarch of the Western world not directly related to this august family; though even he, by means of more or less distant cousinship, is somewhat drawn towards to the mystic circle. With this single exception, if it is such, the whole of the royal houses of Europe form but one family, and all the members of which are blood relations. The stock or root of this family is in Germany—the "Fatherland" preeminently—and it is there, apparently, that a continual desire is felt more and more to unite the branches of this tree, more and more to engraft like on like. The title of courtesy of "Mon frère," by which European Sovereigns address each other, is to become ultimately a complete reality.: [190, 879, 357, 1388]
ad-text: BEFORE you return from Nelson, forget not to be PHOTOGRAPHED by Mr. Oxley. Be sure and bring your likeness home with you! Lockets and Broches fitted with portraits. Photographs copied, and Portraits taken daily, by: [916, 1821, 1083, 1932]
list-item: Ladies' Mantles, Shawls, and Furs: [924, 934, 1065, 945]
ad-head: NOTICE.: [969, 2217, 1032, 2229]
divider: [916, 436, 1083, 437]
paragraph: It is officially intimated that a new Russian loan will shortly be announced through Messrs. Baring Brothers and Co. Rumour adds that the issue will take place next week, and consist of a Four-and-a-Half per Cent. and stock, and that the amount will be £8,000,000.: [190, 1767, 357, 1846]
list-item: Grey and Scarlet do.: [924, 678, 1009, 689]
ad-number: 769: [916, 1388, 932, 1399]
ad-number: 803: [916, 1940, 932, 1950]
list-item: Coburgs, French Twills and Ginghams: [924, 972, 1082, 983]
paragraph: The 200th anniversary of the formation of the First, or Grenadier Regiment of Foot Guards, was celebrated on the evening of June 16th by a sumptuous festival, held in the Banquet-hall of St. James's-palace. The company included, amongst many other distinguished personages, his Royal Highness the Prince Consort, and his Royal Highness the Duke of Cambridge. The speeches, though containing nothing of real importance, appear to have been unusually interesting and spirited.—The Scots Fusilier Guards kept their 200th anniversary on June 10.: [372, 802, 539, 960]
ledgers-ad: [916, 2122, 1083, 2202]
ad-text: THE undersigned is a CASH purchaser of WHEAT, OATS, and BARLEY.: [916, 441, 1083, 490]
rate-line: Eight lines . . . . £0 4 0: [924, 2410, 1018, 2421]
ad-signature: MRS. E. S. BETTS.: [1006, 2081, 1083, 2092]
list-item: Girls' do. do.: [924, 592, 977, 603]
electro-plate-ad: [916, 739, 1083, 887]
ad-address: Address—Collingwood-street, opposite the Scotch Church.: [735, 745, 902, 766]
divider: [916, 1816, 1083, 1817]
list-item: 25 doz. buckets: [924, 1341, 989, 1352]
